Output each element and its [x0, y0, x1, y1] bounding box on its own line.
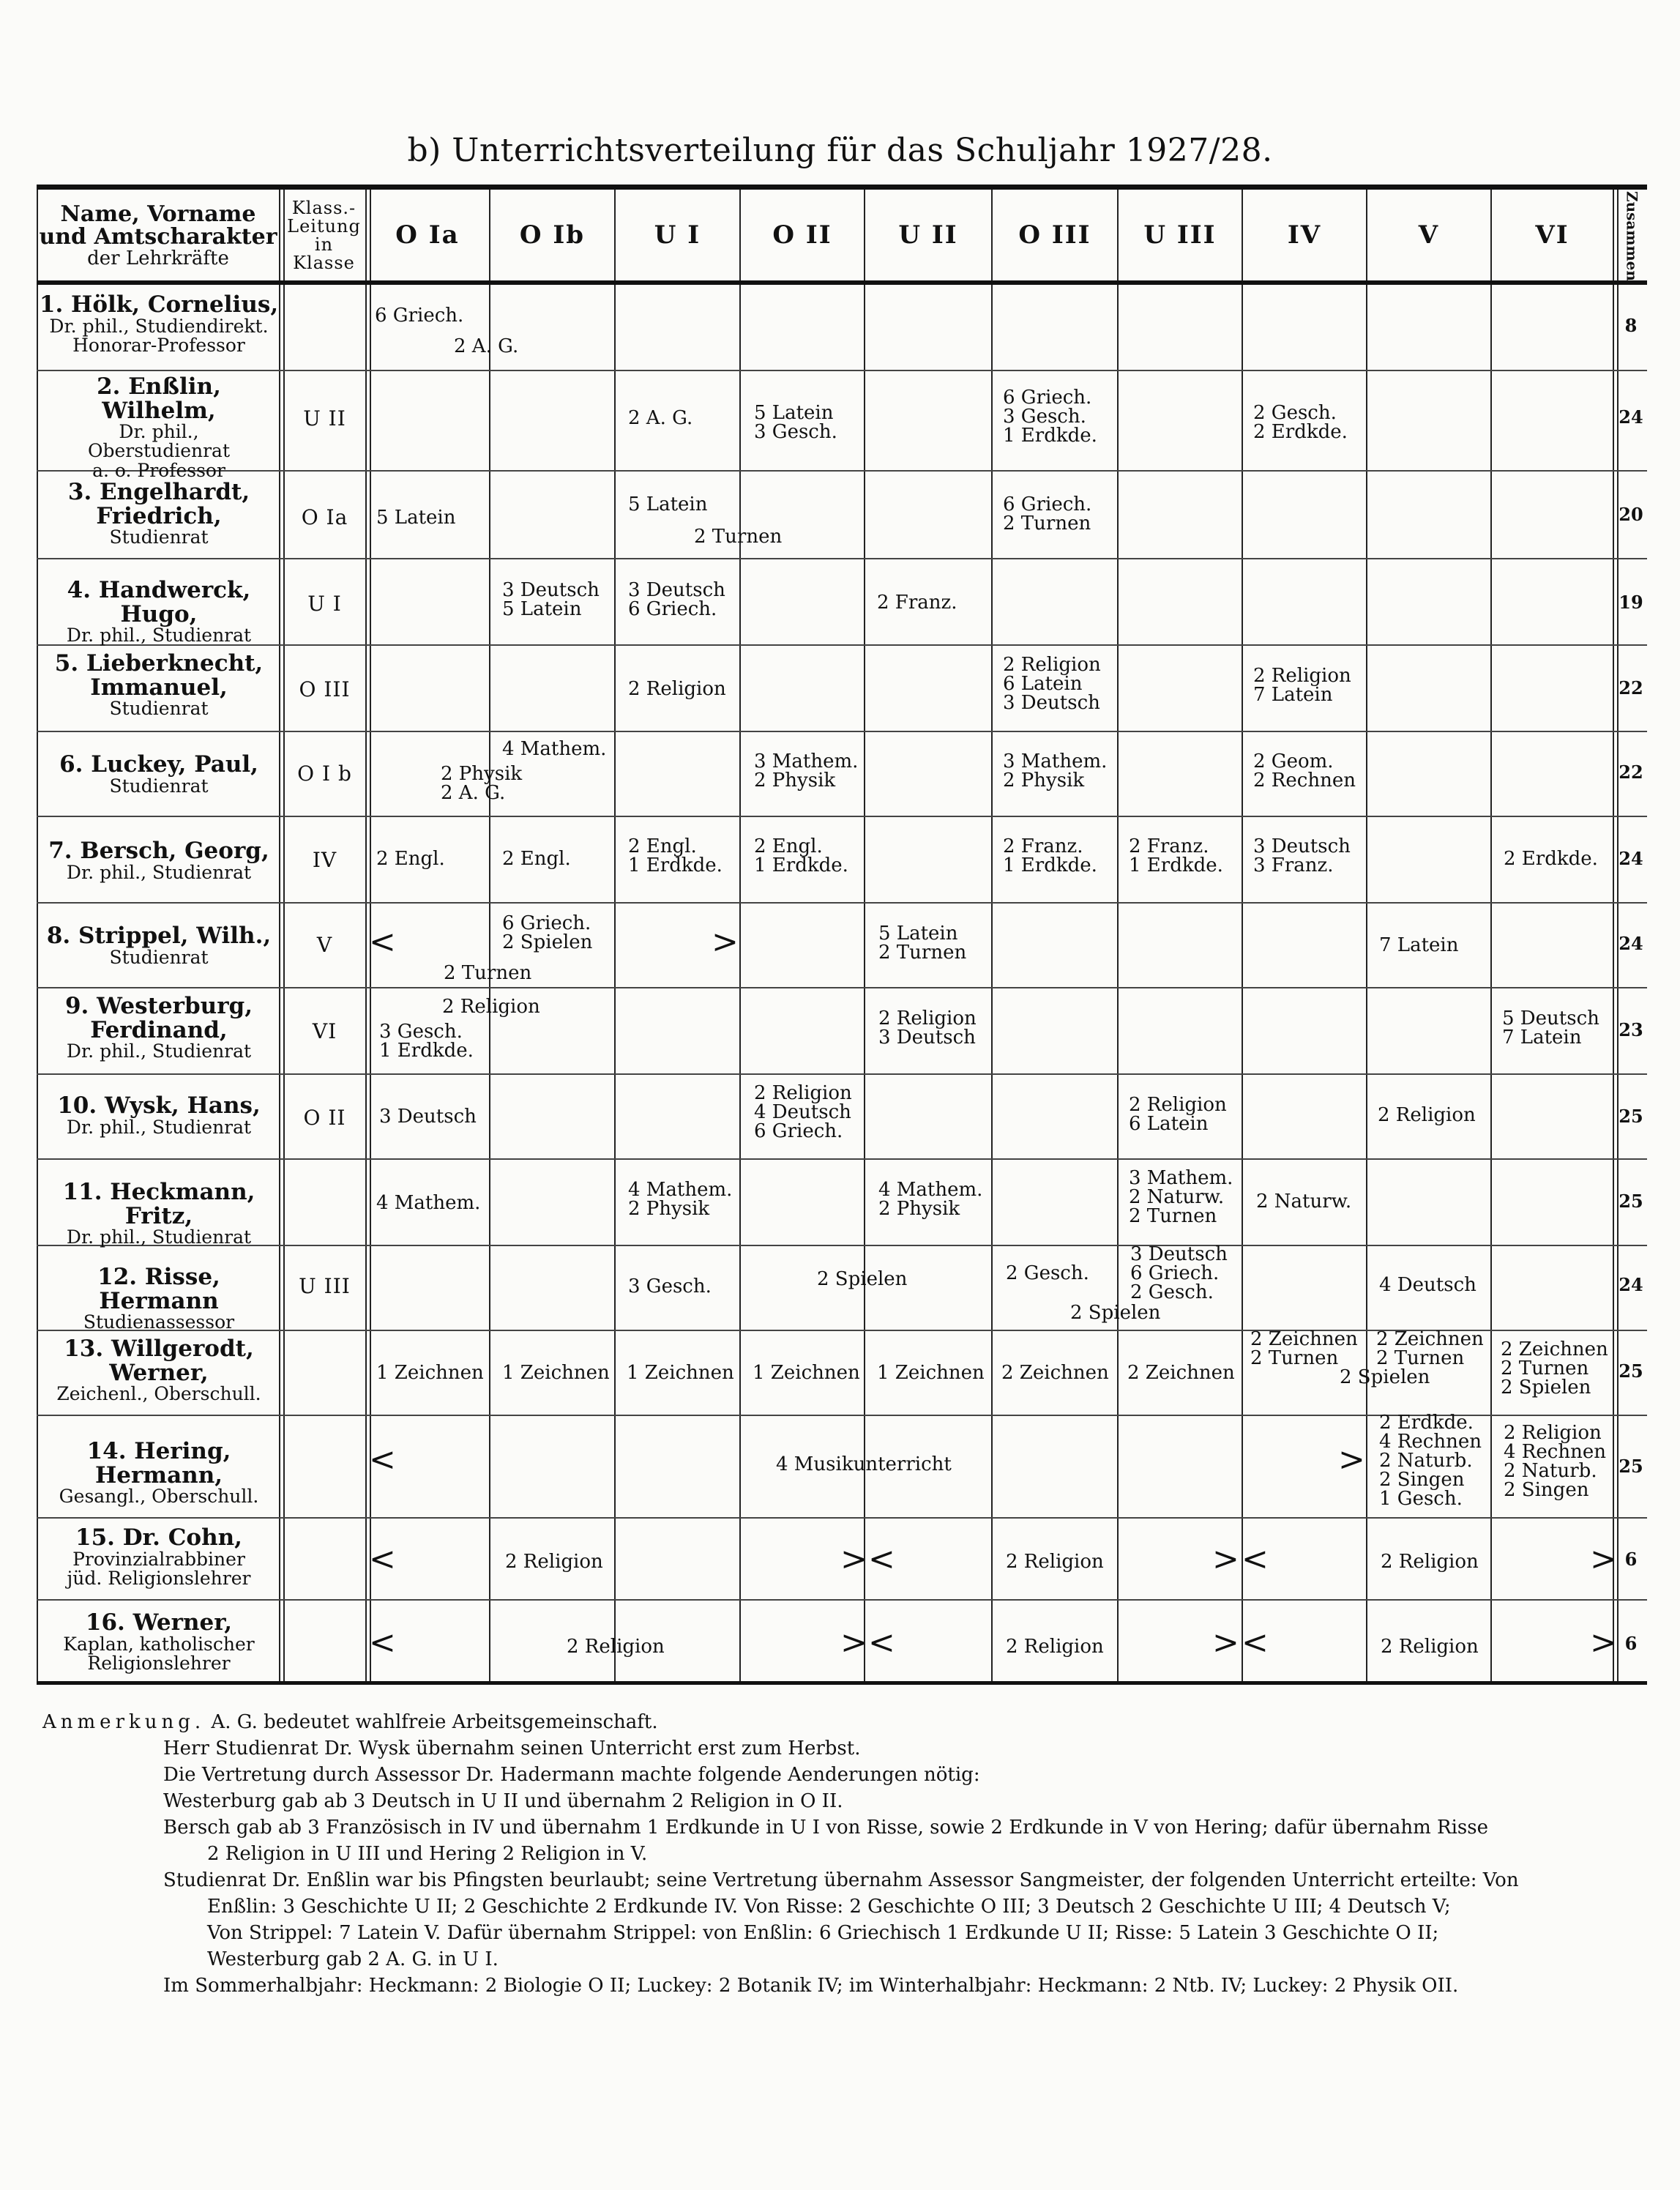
lesson-cell: 2 A. G. — [454, 335, 519, 357]
lesson-cell: 1 Zeichnen — [753, 1362, 860, 1384]
footnotes — [42, 1709, 1646, 1999]
lesson-cell: 2 Engl. — [502, 848, 571, 870]
row-total: 22 — [1619, 761, 1643, 783]
lesson-cell: 3 Deutsch 6 Griech. — [628, 579, 725, 620]
teacher-name: 13. Willgerodt, Werner, Zeichenl., Oberschull. — [56, 1336, 261, 1405]
note-line: Herr Studienrat Dr. Wysk übernahm seinen Unterricht erst zum Herbst. — [163, 1738, 861, 1759]
class-header: U III — [1143, 220, 1217, 250]
teacher-name: 4. Handwerck, Hugo, Dr. phil., Studienrat — [66, 577, 252, 647]
span-arrow-left-icon: < — [369, 923, 396, 961]
top-rule — [37, 185, 1647, 190]
class-lead: O III — [299, 677, 351, 701]
row-total: 23 — [1619, 1019, 1643, 1040]
span-arrow-right-icon: > — [1590, 1541, 1617, 1578]
lesson-cell: 1 Zeichnen — [877, 1362, 985, 1384]
lesson-cell: 2 Religion — [505, 1551, 603, 1573]
note-label: Anmerkung. — [42, 1711, 206, 1733]
lesson-cell: 2 Religion 7 Latein — [1253, 665, 1351, 706]
row-total: 20 — [1619, 504, 1643, 525]
row-total: 25 — [1619, 1191, 1643, 1212]
header-line: Klasse — [293, 253, 355, 274]
row-rule — [37, 558, 1647, 559]
note-line: Im Sommerhalbjahr: Heckmann: 2 Biologie O II; Luckey: 2 Botanik IV; im Winterhalbjahr: Heckmann: 2 Ntb. IV; Luckey: 2 Physik OII. — [163, 1975, 1459, 1997]
lesson-cell: 2 Engl. 1 Erdkde. — [628, 835, 723, 876]
grid-line — [739, 190, 741, 1681]
span-arrow-right-icon: > — [1212, 1541, 1239, 1578]
lesson-cell: 3 Deutsch 5 Latein — [502, 579, 600, 620]
class-header: U I — [654, 220, 701, 250]
class-lead: O Ia — [301, 505, 348, 529]
class-lead: O II — [303, 1106, 346, 1130]
lesson-cell: 2 Religion — [1006, 1551, 1104, 1573]
row-total: 6 — [1624, 1633, 1638, 1654]
note-line — [42, 1709, 1646, 1735]
teacher-name: 11. Heckmann, Fritz, Dr. phil., Studienrat — [62, 1179, 255, 1248]
lesson-cell: 5 Latein — [628, 494, 708, 515]
class-header: IV — [1287, 220, 1322, 250]
lesson-cell: 4 Musikunterricht — [776, 1453, 952, 1475]
class-lead: U I — [307, 592, 342, 616]
class-lead: O I b — [297, 761, 352, 786]
lesson-cell: 2 Gesch. 2 Erdkde. — [1253, 402, 1348, 443]
row-rule — [37, 731, 1647, 732]
lesson-cell: 2 Franz. — [877, 592, 957, 614]
teacher-name: 2. Enßlin, Wilhelm, Dr. phil., Oberstudienrat a. o. Professor — [87, 373, 231, 481]
row-total: 25 — [1619, 1106, 1643, 1127]
lesson-cell: 2 Erdkde. — [1504, 848, 1598, 870]
row-rule — [37, 1073, 1647, 1075]
lesson-cell: 2 Religion 3 Deutsch — [878, 1008, 977, 1049]
teacher-name: 10. Wysk, Hans, Dr. phil., Studienrat — [57, 1092, 261, 1138]
span-arrow-left-icon: < — [1242, 1624, 1269, 1661]
class-lead: IV — [312, 848, 337, 872]
span-arrow-right-icon: > — [840, 1541, 867, 1578]
grid-line — [991, 190, 993, 1681]
header-line: in — [314, 234, 334, 255]
lesson-cell: 2 Religion — [567, 1636, 665, 1658]
note-line: Die Vertretung durch Assessor Dr. Hadermann machte folgende Aenderungen nötig: — [163, 1764, 980, 1786]
lesson-cell: 2 Zeichnen — [1001, 1362, 1109, 1384]
lesson-cell: 2 Religion — [1006, 1636, 1104, 1658]
row-total: 24 — [1619, 406, 1643, 428]
row-rule — [37, 816, 1647, 817]
class-header: O III — [1018, 220, 1091, 250]
span-arrow-right-icon: > — [1590, 1624, 1617, 1661]
note-line: Bersch gab ab 3 Französisch in IV und übernahm 1 Erdkunde in U I von Risse, sowie 2 Erdkunde in V von Hering; dafür übernahm Risse — [163, 1817, 1489, 1839]
span-arrow-left-icon: < — [1242, 1541, 1269, 1578]
lesson-cell: 5 Latein 3 Gesch. — [754, 402, 837, 443]
lesson-cell: 3 Deutsch 6 Griech. 2 Gesch. — [1130, 1243, 1228, 1303]
lesson-cell: 2 Physik 2 A. G. — [441, 763, 523, 804]
header-rule — [37, 280, 1647, 285]
row-total: 25 — [1619, 1360, 1643, 1382]
lesson-cell: 1 Zeichnen — [376, 1362, 484, 1384]
row-total: 19 — [1619, 592, 1643, 613]
lesson-cell: 2 Gesch. — [1006, 1262, 1089, 1284]
lesson-cell: 4 Mathem. 2 Physik — [628, 1179, 733, 1220]
header-line: der Lehrkräfte — [87, 247, 229, 269]
span-arrow-left-icon: < — [369, 1624, 396, 1661]
row-total: 24 — [1619, 848, 1643, 869]
header-line: und Amtscharakter — [39, 224, 277, 250]
lesson-cell: 7 Latein — [1379, 934, 1459, 956]
lesson-cell: 1 Zeichnen — [627, 1362, 734, 1384]
span-arrow-right-icon: > — [1338, 1441, 1365, 1478]
lesson-cell: 5 Deutsch 7 Latein — [1502, 1008, 1599, 1049]
lesson-cell: 6 Griech. 2 Turnen — [1003, 494, 1092, 535]
lesson-cell: 2 Franz. 1 Erdkde. — [1003, 835, 1097, 876]
note-line: Westerburg gab ab 3 Deutsch in U II und übernahm 2 Religion in O II. — [163, 1790, 843, 1812]
row-rule — [37, 902, 1647, 904]
lesson-cell: 2 Spielen — [1340, 1366, 1430, 1388]
lesson-cell: 6 Griech. — [375, 305, 464, 327]
class-header: O Ia — [395, 220, 460, 250]
lesson-cell: 2 Spielen — [817, 1268, 908, 1290]
lesson-cell: 2 Religion — [1381, 1551, 1479, 1573]
class-header: V — [1418, 220, 1440, 250]
note-line: Enßlin: 3 Geschichte U II; 2 Geschichte 2 Erdkunde IV. Von Risse: 2 Geschichte O III; 3 Deutsch 2 Geschichte U III; 4 Deutsch V; — [207, 1896, 1451, 1918]
lesson-cell: 5 Latein — [376, 507, 456, 529]
row-rule — [37, 1158, 1647, 1160]
grid-line — [1366, 190, 1367, 1681]
teacher-name: 12. Risse, Hermann Studienassessor — [83, 1264, 235, 1333]
header-line: Klass.- — [291, 197, 356, 218]
grid-line — [614, 190, 616, 1681]
class-lead: VI — [312, 1019, 337, 1043]
row-rule — [37, 987, 1647, 988]
class-header: VI — [1535, 220, 1569, 250]
lesson-cell: 2 Religion — [1378, 1104, 1476, 1126]
grid-line — [1117, 190, 1119, 1681]
span-arrow-left-icon: < — [369, 1541, 396, 1578]
note-line: 2 Religion in U III und Hering 2 Religion in V. — [207, 1843, 648, 1865]
row-total: 6 — [1624, 1549, 1638, 1570]
span-arrow-left-icon: < — [369, 1441, 396, 1478]
class-header: O Ib — [519, 220, 586, 250]
teacher-name: 5. Lieberknecht, Immanuel, Studienrat — [54, 650, 264, 720]
teacher-name: 6. Luckey, Paul, Studienrat — [59, 751, 258, 797]
class-lead: U II — [303, 406, 346, 431]
lesson-cell: 2 Engl. — [376, 848, 445, 870]
lesson-cell: 2 Religion 6 Latein 3 Deutsch — [1003, 654, 1101, 714]
span-arrow-left-icon: < — [868, 1541, 895, 1578]
total-column-header: Zusammen — [1623, 190, 1641, 281]
lesson-cell: 2 Turnen — [444, 962, 532, 984]
row-total: 22 — [1619, 677, 1643, 699]
teacher-name: 3. Engelhardt, Friedrich, Studienrat — [67, 479, 250, 548]
lesson-cell: 2 Religion 4 Deutsch 6 Griech. — [754, 1082, 852, 1142]
lesson-cell: 2 Religion 6 Latein — [1129, 1094, 1227, 1135]
lesson-cell: 2 Franz. 1 Erdkde. — [1129, 835, 1223, 876]
lesson-cell: 2 Turnen — [694, 526, 783, 548]
lead-column-header — [282, 192, 366, 280]
note-line: Studienrat Dr. Enßlin war bis Pfingsten beurlaubt; seine Vertretung übernahm Assessor Sangmeister, der folgenden Unterricht erteilte: Von — [163, 1869, 1519, 1891]
teacher-name: 9. Westerburg, Ferdinand, Dr. phil., Studienrat — [64, 993, 253, 1062]
teacher-name: 15. Dr. Cohn, Provinzialrabbiner jüd. Religionslehrer — [67, 1524, 251, 1589]
row-total: 24 — [1619, 1274, 1643, 1295]
lesson-cell: 4 Mathem. — [502, 738, 607, 760]
lesson-cell: 2 Spielen — [1070, 1302, 1161, 1324]
lesson-cell: 2 Engl. 1 Erdkde. — [754, 835, 848, 876]
lesson-cell: 1 Zeichnen — [502, 1362, 610, 1384]
lesson-cell: 2 Religion — [442, 996, 540, 1018]
lesson-cell: 3 Mathem. 2 Physik — [754, 751, 859, 792]
class-header: O II — [772, 220, 832, 250]
row-rule — [37, 1517, 1647, 1519]
lesson-cell: 2 Zeichnen 2 Turnen 2 Spielen — [1501, 1338, 1608, 1398]
lesson-cell: 3 Deutsch 3 Franz. — [1253, 835, 1351, 876]
class-header: U II — [898, 220, 958, 250]
row-total: 24 — [1619, 933, 1643, 954]
span-arrow-right-icon: > — [1212, 1624, 1239, 1661]
grid-line — [1490, 190, 1492, 1681]
row-total: 25 — [1619, 1456, 1643, 1477]
note-text: A. G. bedeutet wahlfreie Arbeitsgemeinschaft. — [211, 1711, 658, 1733]
lesson-cell: 2 Zeichnen — [1127, 1362, 1235, 1384]
lesson-cell: 2 Zeichnen 2 Turnen — [1250, 1328, 1358, 1369]
teacher-name: 1. Hölk, Cornelius, Dr. phil., Studiendirekt. Honorar-Professor — [39, 291, 279, 356]
lesson-cell: 2 Zeichnen 2 Turnen — [1376, 1328, 1484, 1369]
header-line: Leitung — [287, 215, 361, 236]
class-lead: V — [316, 933, 333, 957]
row-total: 8 — [1624, 315, 1638, 336]
teacher-name: 16. Werner, Kaplan, katholischer Religionslehrer — [63, 1609, 255, 1674]
teacher-name: 7. Bersch, Georg, Dr. phil., Studienrat — [48, 838, 269, 883]
class-lead: U III — [299, 1274, 351, 1298]
name-column-header — [38, 192, 278, 280]
page-title: b) Unterrichtsverteilung für das Schuljahr 1927/28. — [407, 132, 1273, 169]
lesson-cell: 2 A. G. — [628, 407, 693, 429]
lesson-cell: 2 Religion — [628, 678, 726, 700]
bottom-rule — [37, 1681, 1647, 1685]
note-line: Von Strippel: 7 Latein V. Dafür übernahm Strippel: von Enßlin: 6 Griechisch 1 Erdkunde U II; Risse: 5 Latein 3 Geschichte O II; — [207, 1922, 1439, 1944]
lesson-cell: 4 Deutsch — [1379, 1274, 1476, 1296]
note-line: Westerburg gab 2 A. G. in U I. — [207, 1948, 499, 1970]
lesson-cell: 2 Naturw. — [1256, 1191, 1352, 1213]
span-arrow-right-icon: > — [840, 1624, 867, 1661]
lesson-cell: 2 Geom. 2 Rechnen — [1253, 751, 1356, 792]
header-line: Name, Vorname — [60, 201, 256, 227]
lesson-cell: 6 Griech. 2 Spielen — [502, 912, 593, 953]
teacher-name: 14. Hering, Hermann, Gesangl., Oberschull. — [59, 1438, 259, 1508]
grid-line — [489, 190, 490, 1681]
grid-line — [1242, 190, 1243, 1681]
teacher-name: 8. Strippel, Wilh., Studienrat — [46, 923, 272, 968]
lesson-cell: 3 Mathem. 2 Naturw. 2 Turnen — [1129, 1167, 1233, 1227]
lesson-cell: 4 Mathem. — [376, 1192, 481, 1214]
lesson-cell: 3 Gesch. 1 Erdkde. — [379, 1021, 474, 1062]
span-arrow-right-icon: > — [712, 923, 739, 961]
row-rule — [37, 370, 1647, 371]
lesson-cell: 3 Deutsch — [379, 1106, 477, 1128]
span-arrow-left-icon: < — [868, 1624, 895, 1661]
lesson-cell: 3 Gesch. — [628, 1275, 712, 1297]
lesson-cell: 2 Erdkde. 4 Rechnen 2 Naturb. 2 Singen 1 Gesch. — [1379, 1412, 1482, 1510]
lesson-cell: 4 Mathem. 2 Physik — [878, 1179, 983, 1220]
lesson-cell: 2 Religion 4 Rechnen 2 Naturb. 2 Singen — [1504, 1422, 1606, 1501]
lesson-cell: 6 Griech. 3 Gesch. 1 Erdkde. — [1003, 387, 1097, 447]
lesson-cell: 2 Religion — [1381, 1636, 1479, 1658]
lesson-cell: 3 Mathem. 2 Physik — [1003, 751, 1108, 792]
lesson-cell: 5 Latein 2 Turnen — [878, 923, 967, 964]
row-rule — [37, 1599, 1647, 1601]
